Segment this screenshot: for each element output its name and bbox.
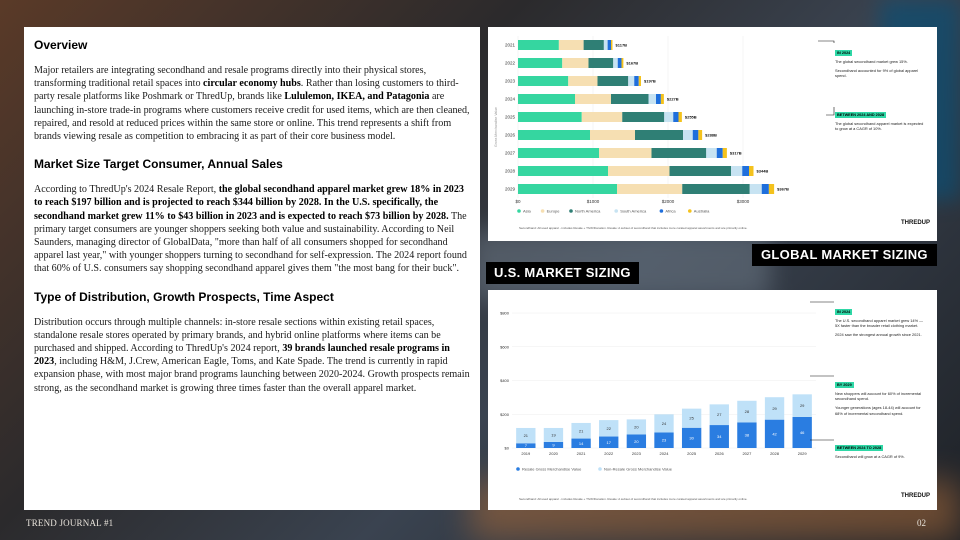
bar-value-label: $117B xyxy=(615,42,628,48)
legend-swatch xyxy=(517,209,521,213)
bar-segment-asia xyxy=(518,76,568,86)
bar-value-label: 29 xyxy=(799,403,805,409)
thredup-logo: THREDUP xyxy=(901,493,931,499)
bar-segment-north-america xyxy=(622,112,664,122)
article-panel xyxy=(24,27,480,510)
y-tick-label: 2025 xyxy=(504,114,515,120)
bar-segment-asia xyxy=(518,40,559,50)
market-heading: Market Size Target Consumer, Annual Sales xyxy=(34,157,283,172)
bar-segment-north-america xyxy=(598,76,629,86)
bar-segment-australia xyxy=(679,112,682,122)
bar-segment-africa xyxy=(634,76,639,86)
us-annotation-1 xyxy=(835,300,927,342)
bar-segment-europe xyxy=(599,148,652,158)
legend-swatch xyxy=(541,209,545,213)
annotation-text: Younger generations (ages 18-44) will account for 68% of incremental secondhand spend. xyxy=(835,405,921,416)
bar-segment-australia xyxy=(723,148,727,158)
bar-value-label: 27 xyxy=(717,412,722,418)
x-tick-label: 2022 xyxy=(604,451,614,456)
x-tick-label: $0 xyxy=(515,199,521,204)
legend-label: Non-Resale Gross Merchandise Value xyxy=(604,466,672,472)
bar-segment-north-america xyxy=(670,166,732,176)
annotation-tag: IN 2024 xyxy=(837,310,851,314)
bar-segment-europe xyxy=(559,40,584,50)
legend-swatch xyxy=(516,467,520,471)
legend-label: Australia xyxy=(693,208,710,214)
global-section-title: GLOBAL MARKET SIZING xyxy=(752,244,937,266)
overview-paragraph: Major retailers are integrating secondhand and resale programs directly into their physical stores, transforming traditional retail spaces into circular economy hubs. Rather than losing customers to third-party resale platforms like Poshmark or ThredUp, brands like Lululemon, IKEA, and Patagonia are launching in-store trade-in programs where customers receive credit for used items, which are then cleaned, repaired, and resold at reduced prices within the same store or online. This trend represents a shift from brands viewing resale as competition to embracing it as part of their core business model. xyxy=(34,65,470,143)
x-tick-label: 2025 xyxy=(687,451,697,456)
annotation-text: Secondhand will grow at a CAGR of 9%. xyxy=(835,454,905,459)
bar-segment-south-america xyxy=(604,40,608,50)
x-tick-label: 2029 xyxy=(797,451,807,456)
annotation-tag: BY 2029 xyxy=(837,383,852,387)
us-section-title: U.S. MARKET SIZING xyxy=(486,262,639,284)
global-annotation-2 xyxy=(835,103,925,135)
bar-segment-europe xyxy=(590,130,635,140)
bar-segment-north-america xyxy=(635,130,683,140)
bar-value-label: 38 xyxy=(744,432,750,438)
chart-footnote: Secondhand: All used apparel - includes Resale + Thrift/Donation. Resale: A subset of secondhand that includes more curated apparel assortments and are primarily online. xyxy=(519,497,748,501)
bar-segment-asia xyxy=(518,94,575,104)
bar-segment-south-america xyxy=(613,58,618,68)
bar-segment-africa xyxy=(608,40,611,50)
bar-value-label: 29 xyxy=(772,405,777,411)
bar-segment-africa xyxy=(618,58,622,68)
x-tick-label: $3000 xyxy=(736,199,750,204)
bar-segment-europe xyxy=(562,58,588,68)
annotation-tag: IN 2024 xyxy=(837,51,851,55)
annotation-text: Secondhand accounted for 9% of global apparel spend. xyxy=(835,68,919,79)
us-chart-card xyxy=(488,290,937,510)
x-tick-label: 2021 xyxy=(576,451,586,456)
bar-segment-north-america xyxy=(611,94,649,104)
y-tick-label: $800 xyxy=(500,310,509,316)
page-number: 02 xyxy=(917,518,926,528)
bar-segment-asia xyxy=(518,58,562,68)
annotation-text: The global secondhand market grew 15%. xyxy=(835,59,908,64)
y-tick-label: 2026 xyxy=(504,132,515,138)
x-tick-label: 2026 xyxy=(714,451,724,456)
y-tick-label: 2029 xyxy=(504,186,515,192)
legend-label: Europe xyxy=(546,208,560,214)
bar-segment-australia xyxy=(611,40,613,50)
distribution-paragraph: Distribution occurs through multiple channels: in-store resale sections within existing retail spaces, standalone resale stores operated by primary brands, and hybrid online platforms where items can be purchased and shipped. According to ThredUp's 2024 report, 39 brands launched resale programs in 2023, including H&M, J.Crew, American Eagle, Toms, and Kate Spade. The trend is currently in rapid expansion phase, with most major brand programs launching between 2020-2024. Growth prospects remain strong, as the secondhand market is growing three times faster than the overall apparel market. xyxy=(34,316,470,394)
bar-value-label: $344B xyxy=(756,168,769,174)
x-tick-label: 2020 xyxy=(549,451,558,456)
bar-value-label: 25 xyxy=(689,415,694,421)
overview-heading: Overview xyxy=(34,38,88,52)
chart-footnote: Secondhand: All used apparel - includes Resale + Thrift/Donation. Resale: A subset of secondhand that includes more curated apparel assortments and are primarily online. xyxy=(519,226,748,230)
legend-label: Asia xyxy=(523,208,531,214)
market-paragraph: According to ThredUp's 2024 Resale Report, the global secondhand apparel market grew 18% in 2023 to reach $197 billion and is projected to reach $344 billion by 2028. In the U.S. specifically, the secondhand market grew 11% to $43 billion in 2023 and is expected to reach $73 billion by 2028. The primary target consumers are younger shoppers seeking both value and sustainability. According to Neil Saunders, managing director of GlobalData, "more than half of all consumers shopped for secondhand apparel last year," with younger shoppers turning to secondhand for self-expression. The 2024 report found that 60% of U.S. consumers say shopping secondhand apparel gives them "the most bang for their buck". xyxy=(34,184,467,275)
distribution-heading: Type of Distribution, Growth Prospects, Time Aspect xyxy=(34,289,334,304)
bar-segment-europe xyxy=(575,94,611,104)
bar-segment-south-america xyxy=(649,94,657,104)
y-tick-label: 2023 xyxy=(504,78,515,84)
x-tick-label: $1000 xyxy=(586,199,600,204)
bar-segment-asia xyxy=(518,112,582,122)
x-tick-label: 2019 xyxy=(521,451,531,456)
bar-value-label: $197B xyxy=(644,78,656,84)
bar-value-label: 19 xyxy=(551,432,556,438)
bar-segment-europe xyxy=(568,76,597,86)
journal-label: TREND JOURNAL #1 xyxy=(26,518,114,528)
annotation-text: 2024 saw the strongest annual growth since 2021. xyxy=(835,332,922,338)
bar-value-label: 34 xyxy=(717,434,722,440)
bar-segment-africa xyxy=(762,184,769,194)
bar-segment-north-america xyxy=(652,148,707,158)
legend-label: South America xyxy=(620,208,647,214)
y-tick-label: 2022 xyxy=(504,60,515,66)
bar-value-label: 28 xyxy=(744,409,750,415)
bar-segment-south-america xyxy=(628,76,634,86)
bar-value-label: 21 xyxy=(523,433,529,439)
bar-value-label: 42 xyxy=(772,431,777,437)
annotation-tag: BETWEEN 2024 TO 2028 xyxy=(837,446,882,450)
x-tick-label: 2024 xyxy=(659,451,669,456)
legend-swatch xyxy=(569,209,573,213)
bar-segment-south-america xyxy=(731,166,742,176)
bar-value-label: $288B xyxy=(705,132,717,138)
y-tick-label: 2028 xyxy=(504,168,515,174)
bar-value-label: 24 xyxy=(661,420,667,426)
bar-value-label: 14 xyxy=(578,440,584,446)
global-chart-card xyxy=(488,27,937,241)
global-annotation-1 xyxy=(835,41,925,83)
legend-label: Africa xyxy=(665,208,676,214)
bar-value-label: 20 xyxy=(634,424,639,430)
bar-value-label: 20 xyxy=(634,438,639,444)
bar-segment-australia xyxy=(698,130,702,140)
legend-label: North America xyxy=(575,208,601,214)
bar-value-label: 46 xyxy=(799,429,805,435)
y-tick-label: $600 xyxy=(500,344,509,350)
legend-label: Resale Gross Merchandise Value xyxy=(522,466,582,472)
bar-segment-europe xyxy=(617,184,682,194)
bar-segment-north-america xyxy=(584,40,604,50)
y-tick-label: 2021 xyxy=(504,42,515,48)
y-tick-label: 2024 xyxy=(504,96,515,102)
legend-swatch xyxy=(660,209,664,213)
y-tick-label: $400 xyxy=(500,378,509,383)
legend-swatch xyxy=(598,467,602,471)
bar-value-label: 21 xyxy=(578,428,584,434)
bar-value-label: 23 xyxy=(661,437,667,443)
bar-value-label: $367B xyxy=(777,186,789,192)
bar-segment-australia xyxy=(749,166,754,176)
annotation-connector xyxy=(826,107,834,115)
legend-swatch xyxy=(614,209,618,213)
annotation-text: The U.S. secondhand apparel market grew 14% — 5X faster than the broader retail clothing market. xyxy=(835,318,924,329)
bar-segment-australia xyxy=(769,184,774,194)
annotation-connector xyxy=(818,41,834,43)
bar-segment-north-america xyxy=(682,184,750,194)
bar-value-label: 30 xyxy=(689,435,694,441)
legend-swatch xyxy=(688,209,692,213)
bar-segment-south-america xyxy=(750,184,762,194)
bar-segment-asia xyxy=(518,130,590,140)
annotation-text: New shoppers will account for 60% of incremental secondhand spend. xyxy=(835,391,922,402)
bar-segment-europe xyxy=(582,112,623,122)
bar-segment-australia xyxy=(661,94,664,104)
bar-segment-asia xyxy=(518,166,608,176)
bar-value-label: 22 xyxy=(606,425,611,431)
bar-segment-africa xyxy=(742,166,749,176)
bar-segment-australia xyxy=(639,76,641,86)
bar-value-label: 9 xyxy=(552,442,555,448)
bar-segment-south-america xyxy=(664,112,673,122)
annotation-tag: BETWEEN 2024 AND 2028 xyxy=(837,113,885,117)
y-axis-title: Gross Merchandise Value xyxy=(494,106,498,148)
annotation-text: The global secondhand apparel market is expected to grow at a CAGR of 10%. xyxy=(835,121,924,132)
bar-segment-africa xyxy=(673,112,678,122)
x-tick-label: $2000 xyxy=(661,199,675,204)
bar-segment-africa xyxy=(717,148,723,158)
bar-segment-australia xyxy=(622,58,624,68)
bar-segment-asia xyxy=(518,148,599,158)
bar-value-label: $255B xyxy=(684,114,697,120)
bar-segment-asia xyxy=(518,184,617,194)
us-annotation-3 xyxy=(835,436,927,463)
bar-segment-north-america xyxy=(589,58,614,68)
bar-value-label: 7 xyxy=(524,443,527,449)
x-tick-label: 2027 xyxy=(742,451,752,456)
bar-segment-south-america xyxy=(706,148,717,158)
bar-segment-africa xyxy=(656,94,661,104)
bar-value-label: $167B xyxy=(626,60,639,66)
y-tick-label: $0 xyxy=(504,445,509,451)
us-annotation-2 xyxy=(835,373,927,420)
y-tick-label: $200 xyxy=(500,411,509,417)
bar-segment-south-america xyxy=(683,130,693,140)
bar-value-label: $317B xyxy=(729,150,742,156)
x-tick-label: 2023 xyxy=(631,451,641,456)
bar-value-label: $227B xyxy=(666,96,679,102)
bar-segment-africa xyxy=(693,130,699,140)
y-tick-label: 2027 xyxy=(504,150,515,156)
x-tick-label: 2028 xyxy=(770,451,779,456)
thredup-logo: THREDUP xyxy=(901,220,931,226)
bar-value-label: 17 xyxy=(606,439,611,445)
bar-segment-europe xyxy=(608,166,670,176)
